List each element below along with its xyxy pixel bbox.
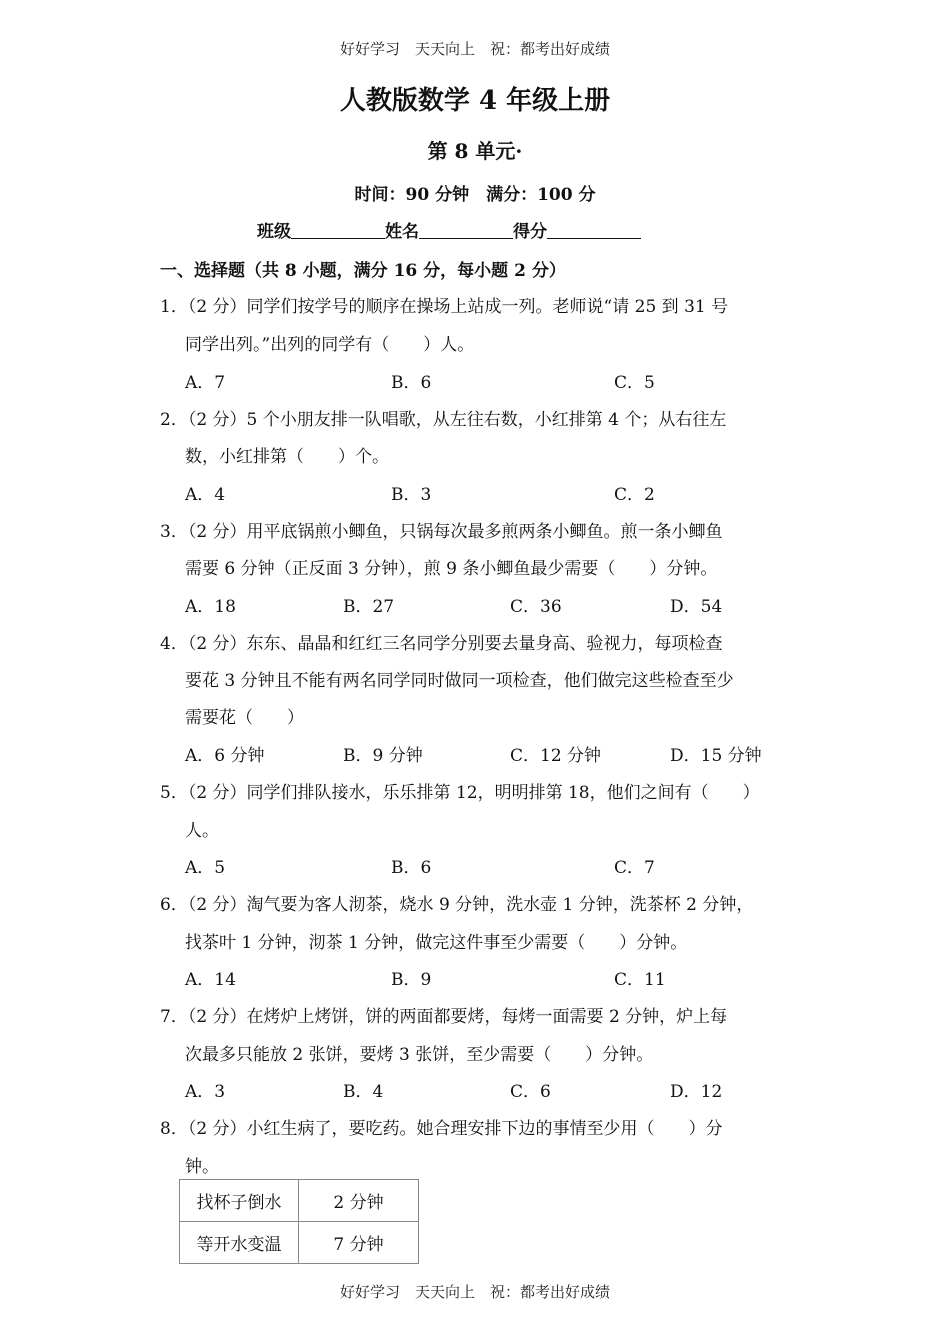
unit-subtitle: 第 8 单元· (427, 139, 523, 163)
question-4-line-3: 需要花（ ） (185, 708, 304, 728)
question-6-option-c[interactable]: C．11 (614, 970, 666, 990)
question-3-line-2: 需要 6 分钟（正反面 3 分钟），煎 9 条小鲫鱼最少需要（ ）分钟。 (185, 559, 718, 579)
question-4-line-2: 要花 3 分钟且不能有两名同学同时做同一项检查，他们做完这些检查至少 (185, 671, 734, 691)
page-header-note: 好好学习 天天向上 祝：都考出好成绩 (339, 40, 610, 58)
page-title: 人教版数学 4 年级上册 (339, 86, 611, 116)
question-2-option-c[interactable]: C．2 (614, 485, 655, 505)
time-score-info: 时间：90 分钟 满分：100 分 (354, 185, 596, 205)
question-8-table (179, 1179, 419, 1264)
student-info-row (257, 217, 641, 242)
question-7-line-2: 次最多只能放 2 张饼，要烤 3 张饼，至少需要（ ）分钟。 (185, 1045, 654, 1065)
question-2-line-1: 2．（2 分）5 个小朋友排一队唱歌，从左往右数，小红排第 4 个；从右往左 (160, 410, 727, 430)
score-label: 得分 (513, 222, 547, 242)
table-cell-task: 找杯子倒水 (180, 1180, 299, 1222)
question-3-option-c[interactable]: C．36 (510, 597, 562, 617)
question-7-option-a[interactable]: A．3 (185, 1082, 226, 1102)
question-4-option-c[interactable]: C．12 分钟 (510, 746, 602, 766)
question-5-option-c[interactable]: C．7 (614, 858, 655, 878)
question-8-line-1: 8．（2 分）小红生病了，要吃药。她合理安排下边的事情至少用（ ）分 (160, 1119, 723, 1139)
question-6-option-a[interactable]: A．14 (185, 970, 236, 990)
question-7-option-b[interactable]: B．4 (343, 1082, 384, 1102)
question-1-option-a[interactable]: A．7 (185, 373, 226, 393)
question-3-option-b[interactable]: B．27 (343, 597, 395, 617)
question-3-option-a[interactable]: A．18 (185, 597, 236, 617)
question-7-line-1: 7．（2 分）在烤炉上烤饼，饼的两面都要烤，每烤一面需要 2 分钟，炉上每 (160, 1007, 728, 1027)
question-7-option-d[interactable]: D．12 (670, 1082, 723, 1102)
question-6-line-1: 6．（2 分）淘气要为客人沏茶，烧水 9 分钟，洗水壶 1 分钟，洗茶杯 2 分钟， (160, 895, 754, 915)
question-4-option-a[interactable]: A．6 分钟 (185, 746, 265, 766)
question-2-option-b[interactable]: B．3 (391, 485, 432, 505)
table-row (180, 1180, 419, 1222)
score-blank[interactable] (547, 220, 641, 239)
question-5-line-2: 人。 (185, 821, 219, 841)
question-5-option-b[interactable]: B．6 (391, 858, 432, 878)
question-4-option-b[interactable]: B．9 分钟 (343, 746, 423, 766)
question-5-line-1: 5．（2 分）同学们排队接水，乐乐排第 12，明明排第 18，他们之间有（ ） (160, 783, 760, 803)
question-4-option-d[interactable]: D．15 分钟 (670, 746, 762, 766)
question-8-line-2: 钟。 (185, 1157, 219, 1177)
question-5-option-a[interactable]: A．5 (185, 858, 226, 878)
question-6-option-b[interactable]: B．9 (391, 970, 432, 990)
table-cell-task: 等开水变温 (180, 1222, 299, 1264)
question-1-line-2: 同学出列。”出列的同学有（ ）人。 (185, 335, 475, 355)
class-label: 班级 (257, 222, 291, 242)
page-footer-note: 好好学习 天天向上 祝：都考出好成绩 (339, 1283, 610, 1301)
question-2-option-a[interactable]: A．4 (185, 485, 226, 505)
class-blank[interactable] (291, 220, 385, 239)
question-2-line-2: 数，小红排第（ ）个。 (185, 447, 389, 467)
question-1-option-b[interactable]: B．6 (391, 373, 432, 393)
question-1-line-1: 1．（2 分）同学们按学号的顺序在操场上站成一列。老师说“请 25 到 31 号 (160, 297, 729, 317)
question-1-option-c[interactable]: C．5 (614, 373, 655, 393)
question-7-option-c[interactable]: C．6 (510, 1082, 551, 1102)
question-3-option-d[interactable]: D．54 (670, 597, 723, 617)
name-label: 姓名 (385, 222, 419, 242)
question-4-line-1: 4．（2 分）东东、晶晶和红红三名同学分别要去量身高、验视力，每项检查 (160, 634, 723, 654)
table-cell-time: 2 分钟 (299, 1180, 419, 1222)
section-title: 一、选择题（共 8 小题，满分 16 分，每小题 2 分） (160, 261, 566, 281)
table-row (180, 1222, 419, 1264)
name-blank[interactable] (419, 220, 513, 239)
question-6-line-2: 找茶叶 1 分钟，沏茶 1 分钟，做完这件事至少需要（ ）分钟。 (185, 933, 688, 953)
question-3-line-1: 3．（2 分）用平底锅煎小鲫鱼，只锅每次最多煎两条小鲫鱼。煎一条小鲫鱼 (160, 522, 723, 542)
table-cell-time: 7 分钟 (299, 1222, 419, 1264)
